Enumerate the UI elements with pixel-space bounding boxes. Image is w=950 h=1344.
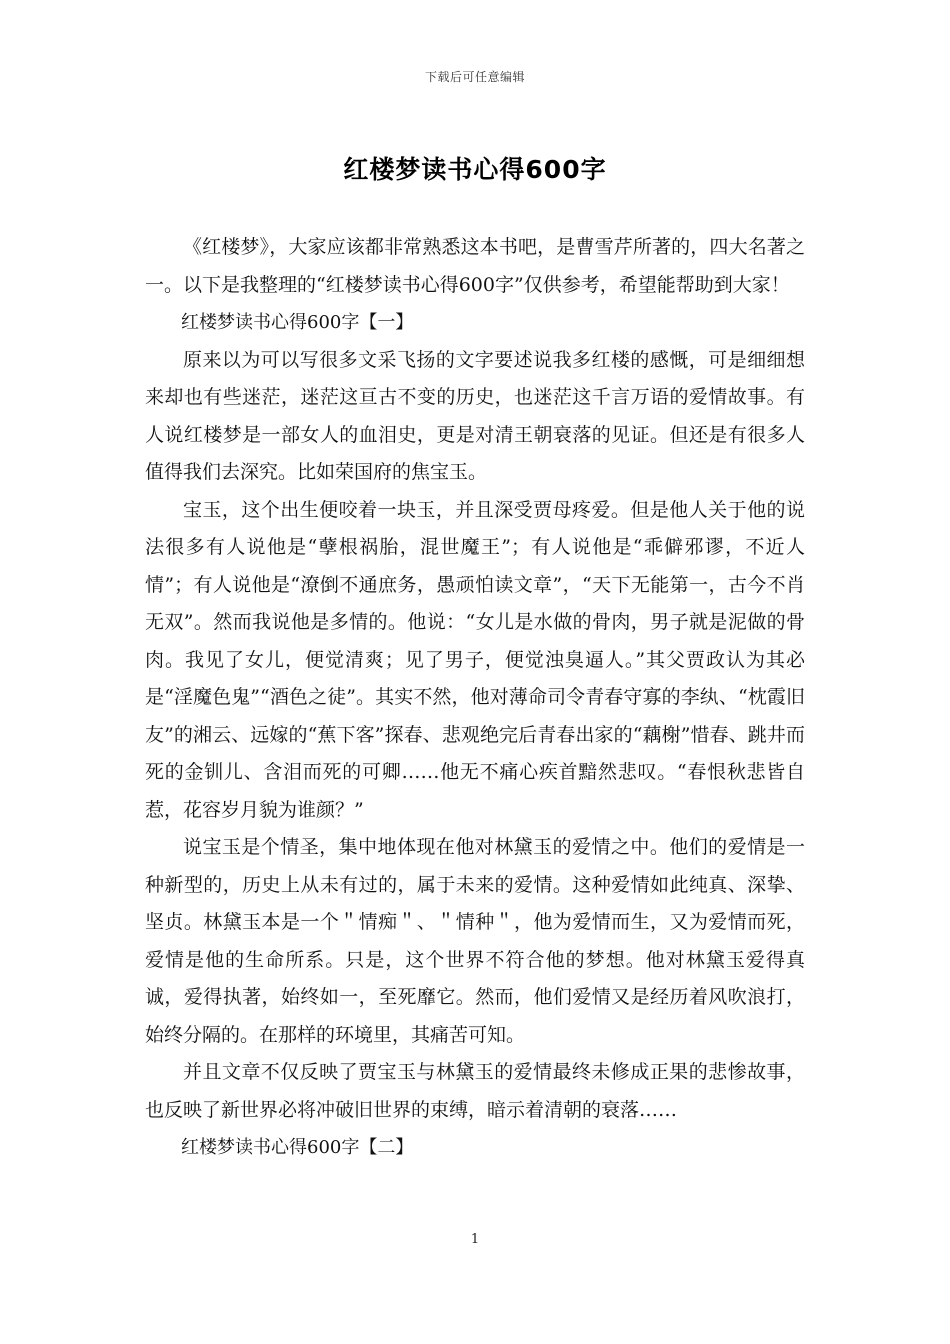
body-paragraph-3: 说宝玉是个情圣，集中地体现在他对林黛玉的爱情之中。他们的爱情是一种新型的，历史上从未有过的，属于未来的爱情。这种爱情如此纯真、深挚、坚贞。林黛玉本是一个＂情痴＂、＂情种＂，他为爱情而生，又为爱情而死，爱情是他的生命所系。只是，这个世界不符合他的梦想。他对林黛玉爱得真诚，爱得执著，始终如一，至死靡它。然而，他们爱情又是经历着风吹浪打，始终分隔的。在那样的环境里，其痛苦可知。 <box>145 836 805 1046</box>
body-paragraph-1: 原来以为可以写很多文采飞扬的文字要述说我多红楼的感慨，可是细细想来却也有些迷茫，迷茫这亘古不变的历史，也迷茫这千言万语的爱情故事。有人说红楼梦是一部女人的血泪史，更是对清王朝衰落的见证。但还是有很多人值得我们去深究。比如荣国府的焦宝玉。 <box>145 348 805 483</box>
section-heading-2: 红楼梦读书心得600字【二】 <box>181 1137 414 1158</box>
body-paragraph-2: 宝玉，这个出生便咬着一块玉，并且深受贾母疼爱。但是他人关于他的说法很多有人说他是“孽根祸胎，混世魔王”；有人说他是“乖僻邪谬，不近人情”；有人说他是“潦倒不通庶务，愚顽怕读文章”，“天下无能第一，古今不肖无双”。然而我说他是多情的。他说：“女儿是水做的骨肉，男子就是泥做的骨肉。我见了女儿，便觉清爽；见了男子，便觉浊臭逼人。”其父贾政认为其必是“淫魔色鬼”“酒色之徒”。其实不然，他对薄命司令青春守寡的李纨、“枕霞旧友”的湘云、远嫁的“蕉下客”探春、悲观绝完后青春出家的“藕榭”惜春、跳井而死的金钏儿、含泪而死的可卿……他无不痛心疾首黯然悲叹。“春恨秋悲皆自惹，花容岁月貌为谁颜？” <box>145 498 805 821</box>
intro-paragraph: 《红楼梦》，大家应该都非常熟悉这本书吧，是曹雪芹所著的，四大名著之一。以下是我整理的“红楼梦读书心得600字”仅供参考，希望能帮助到大家！ <box>145 236 805 296</box>
document-title: 红楼梦读书心得600字 <box>343 155 607 184</box>
section-heading-1: 红楼梦读书心得600字【一】 <box>181 312 414 333</box>
document-body <box>145 229 805 1167</box>
body-paragraph-4: 并且文章不仅反映了贾宝玉与林黛玉的爱情最终未修成正果的悲惨故事，也反映了新世界必将冲破旧世界的束缚，暗示着清朝的衰落…… <box>145 1061 805 1121</box>
page-header-note: 下载后可任意编辑 <box>424 70 525 84</box>
page-number: 1 <box>470 1232 480 1247</box>
